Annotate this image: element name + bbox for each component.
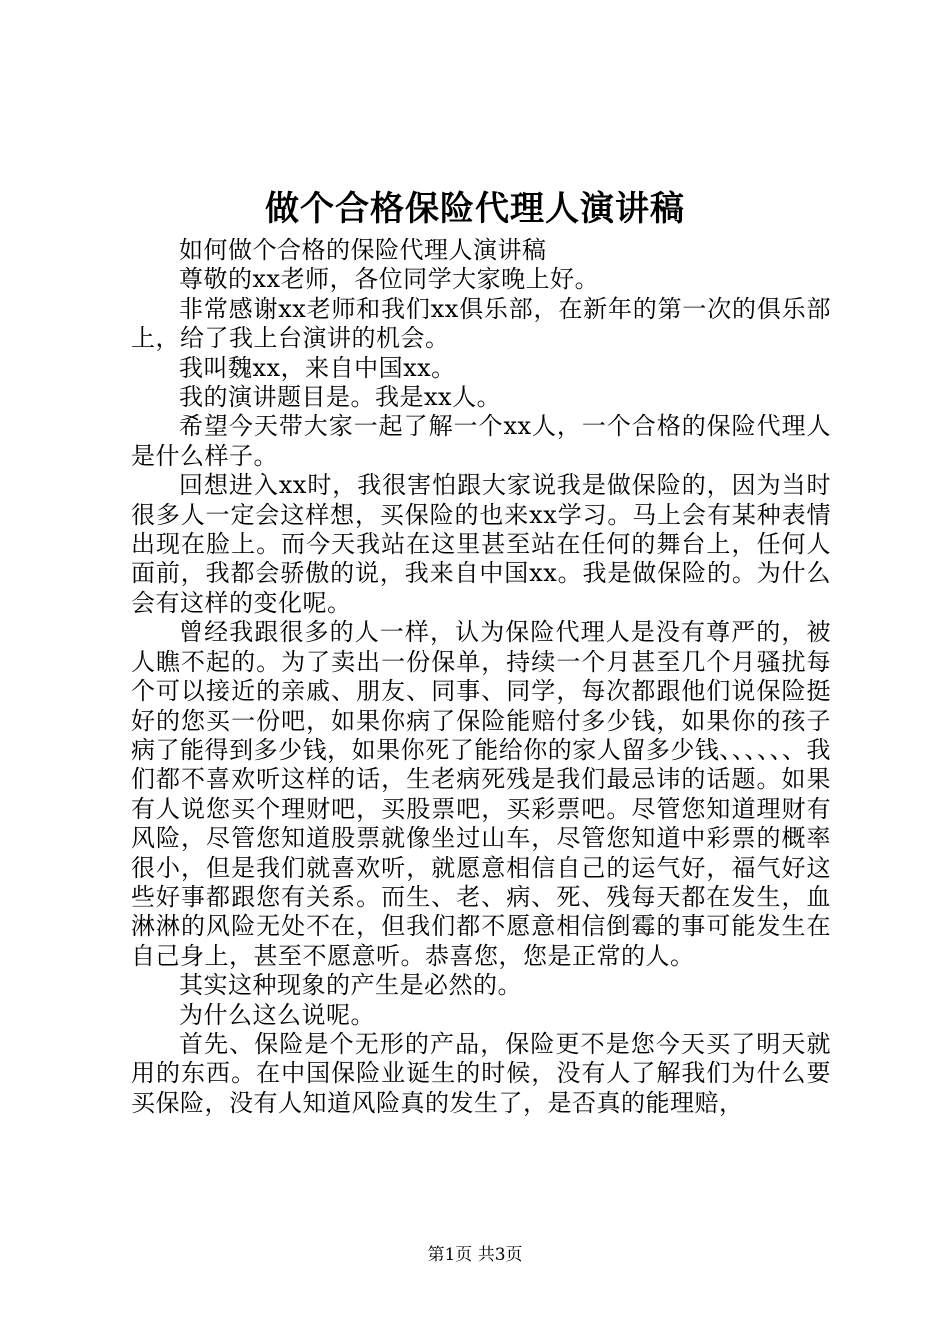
document-title: 做个合格保险代理人演讲稿 — [265, 189, 685, 229]
paragraph: 希望今天带大家一起了解一个xx人，一个合格的保险代理人是什么样子。 — [131, 412, 831, 470]
paragraph: 为什么这么说呢。 — [179, 1000, 375, 1029]
paragraph: 回想进入xx时，我很害怕跟大家说我是做保险的，因为当时很多人一定会这样想，买保险的也来xx学习。马上会有某种表情出现在脸上。而今天我站在这里甚至站在任何的舞台上，任何人面前，我都会骄傲的说，我来自中国xx。我是做保险的。为什么会有这样的变化呢。 — [131, 471, 831, 617]
paragraph: 非常感谢xx老师和我们xx俱乐部，在新年的第一次的俱乐部上，给了我上台演讲的机会。 — [131, 294, 831, 353]
page-number-footer: 第1页 共3页 — [427, 1245, 523, 1265]
paragraph: 尊敬的xx老师，各位同学大家晚上好。 — [179, 265, 600, 294]
paragraph: 我叫魏xx，来自中国xx。 — [179, 353, 456, 382]
paragraph: 如何做个合格的保险代理人演讲稿 — [179, 236, 547, 264]
paragraph: 首先、保险是个无形的产品，保险更不是您今天买了明天就用的东西。在中国保险业诞生的时候，没有人了解我们为什么要买保险，没有人知道风险真的发生了，是否真的能理赔， — [131, 1029, 831, 1117]
paragraph: 曾经我跟很多的人一样，认为保险代理人是没有尊严的，被人瞧不起的。为了卖出一份保单，持续一个月甚至几个月骚扰每个可以接近的亲戚、朋友、同事、同学，每次都跟他们说保险挺好的您买一份吧，如果你病了保险能赔付多少钱，如果你的孩子病了能得到多少钱，如果你死了能给你的家人留多少钱、、、、、、我们都不喜欢听这样的话，生老病死残是我们最忌讳的话题。如果有人说您买个理财吧，买股票吧，买彩票吧。尽管您知道理财有风险，尽管您知道股票就像坐过山车，尽管您知道中彩票的概率很小，但是我们就喜欢听，就愿意相信自己的运气好，福气好这些好事都跟您有关系。而生、老、病、死、残每天都在发生，血淋淋的风险无处不在，但我们都不愿意相信倒霉的事可能发生在自己身上，甚至不愿意听。恭喜您，您是正常的人。 — [131, 618, 831, 970]
paragraph: 我的演讲题目是。我是xx人。 — [179, 383, 502, 412]
document-body — [131, 236, 831, 1118]
paragraph: 其实这种现象的产生是必然的。 — [179, 971, 522, 1000]
